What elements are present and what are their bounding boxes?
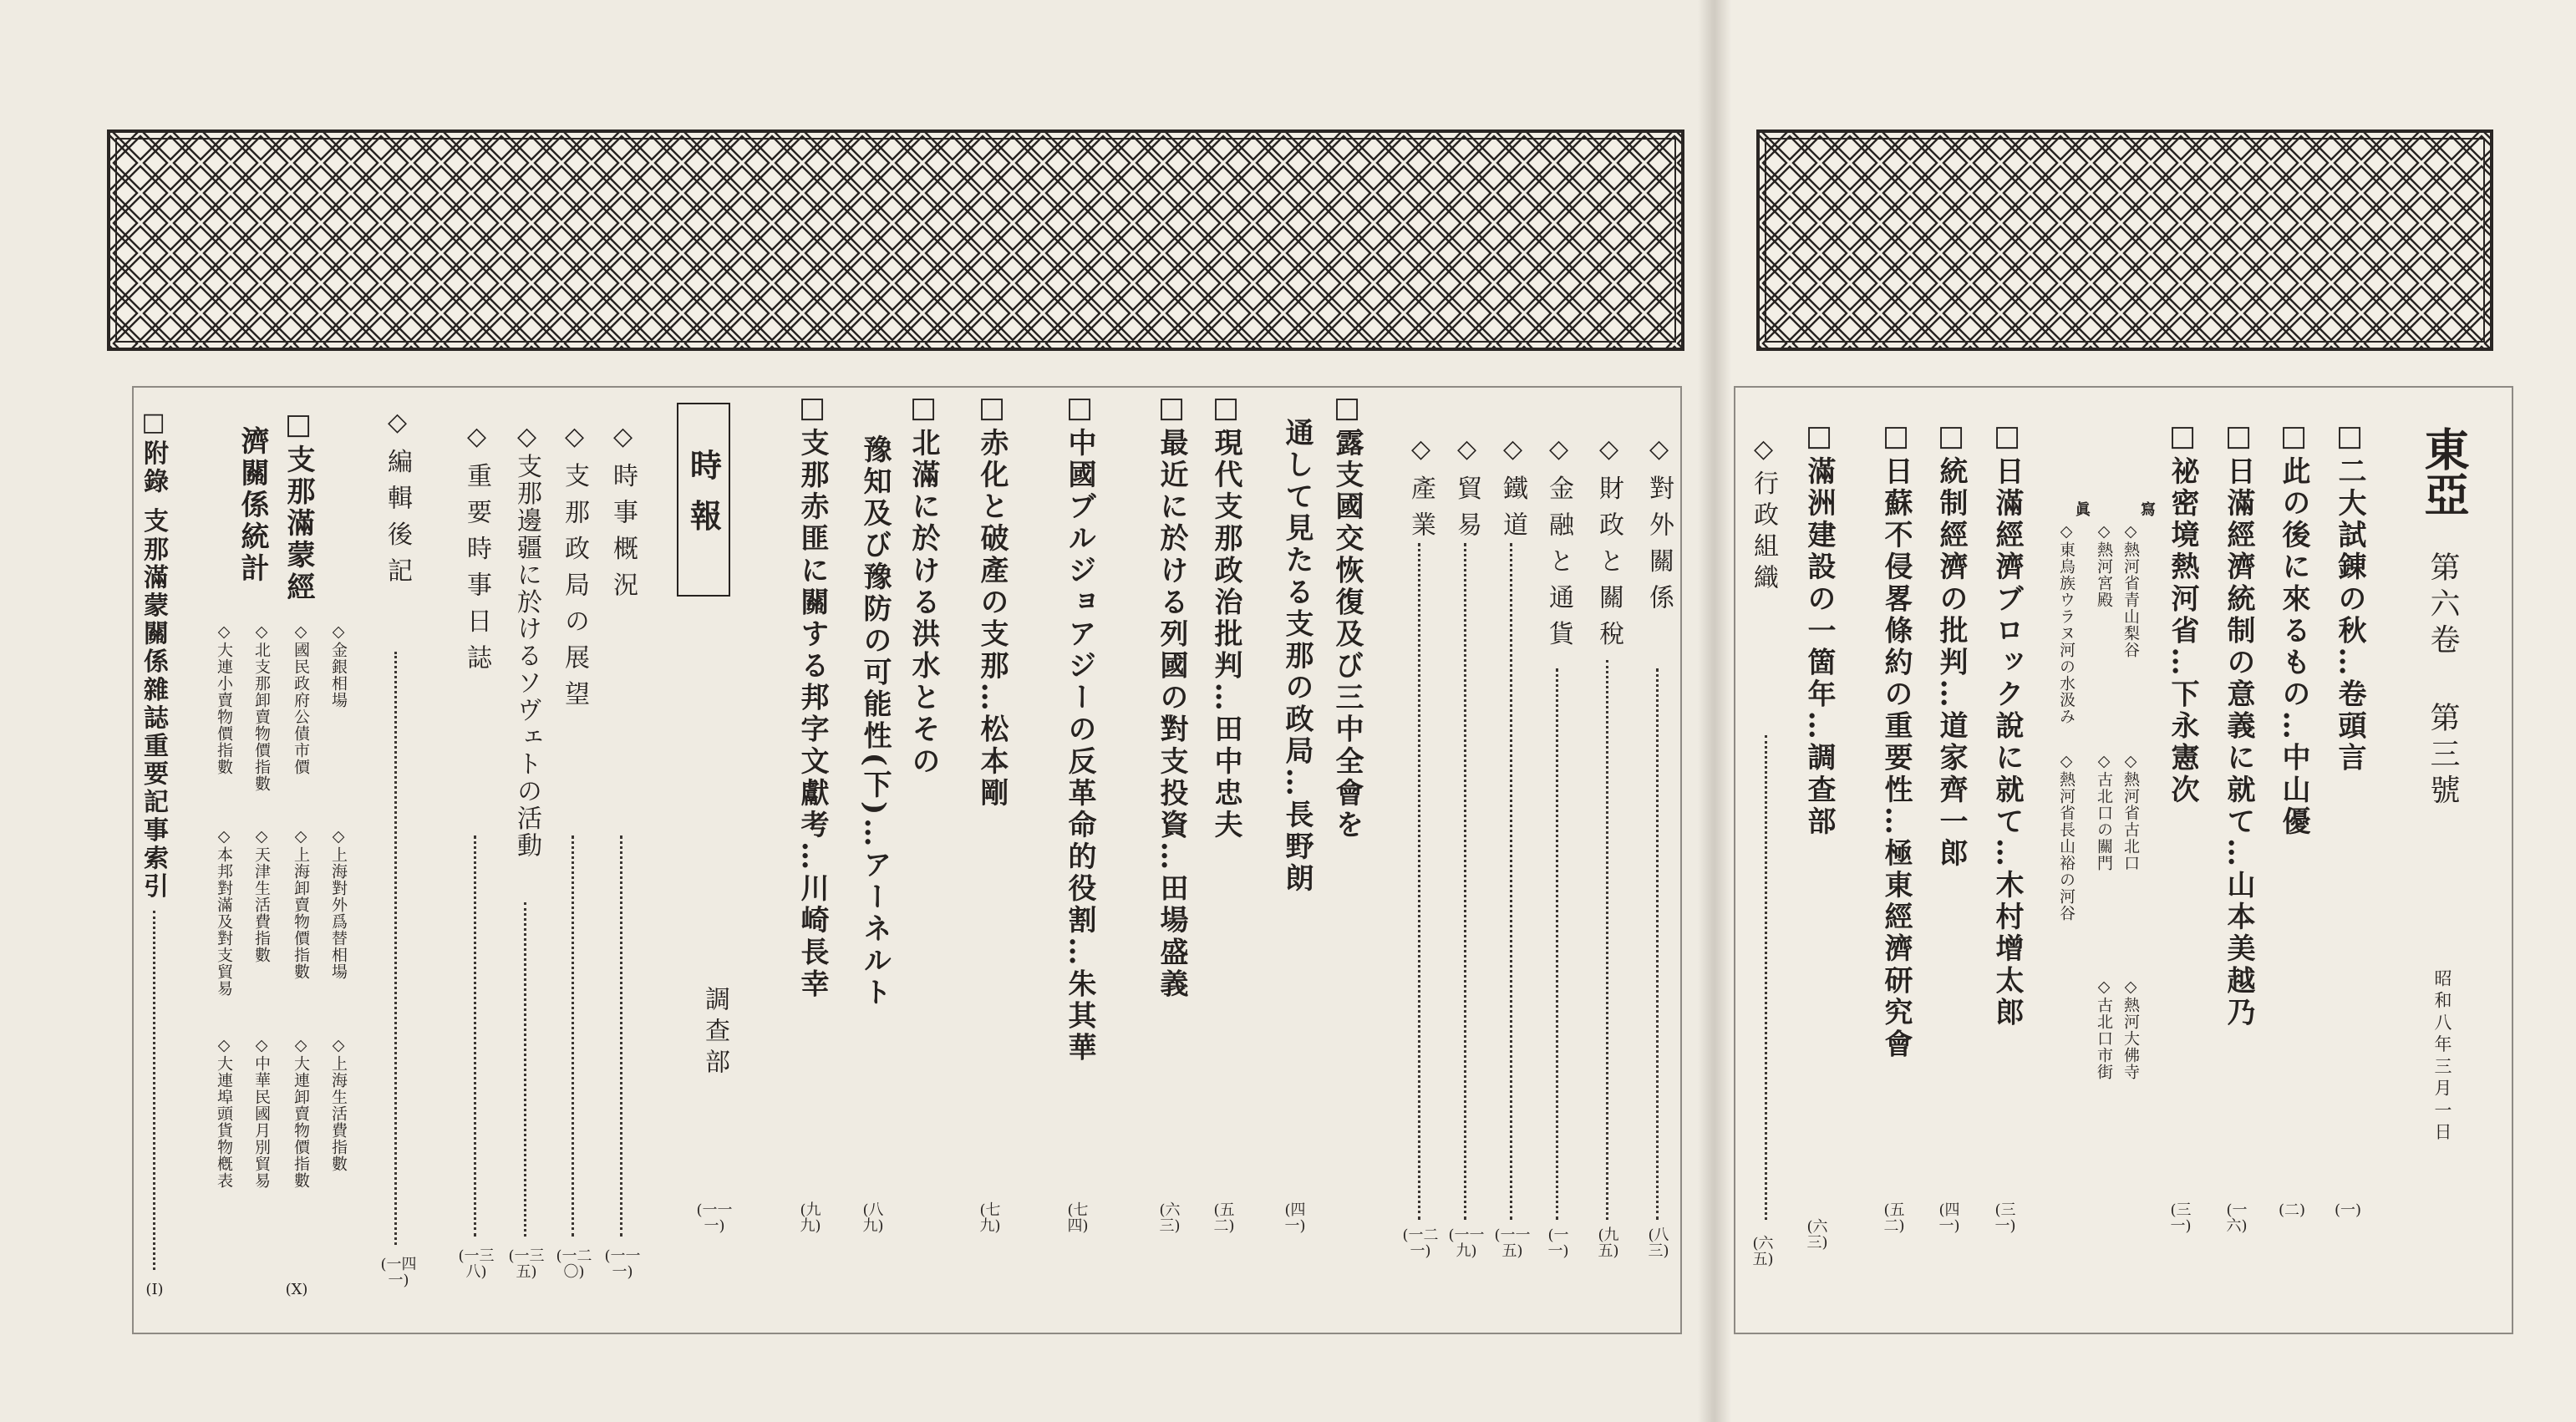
page-number: (九九) <box>800 1201 821 1235</box>
toc-entry[interactable]: □祕密境熱河省…下永憲次 <box>2166 419 2199 806</box>
ornamental-border-right <box>1756 130 2493 351</box>
toc-entry[interactable]: □北滿に於ける洪水とその <box>907 391 940 778</box>
page-number: (三一) <box>1994 1201 2016 1235</box>
toc-entry[interactable]: □支那滿蒙經 <box>282 408 315 604</box>
toc-entry[interactable]: □滿洲建設の一箇年…調查部 <box>1802 419 1836 839</box>
photo-caption: ◇熱河省青山梨谷 <box>2121 522 2140 658</box>
dotted-leader <box>394 652 397 1245</box>
photo-caption: ◇熱河大佛寺 <box>2121 978 2140 1080</box>
page-number: (一一一) <box>696 1201 733 1235</box>
dotted-leader <box>1464 543 1466 1220</box>
ornamental-border-left <box>107 130 1684 351</box>
toc-sub-entry[interactable]: ◇編輯後記 <box>383 408 412 594</box>
dotted-leader <box>1606 660 1608 1220</box>
stats-item: ◇天津生活費指數 <box>252 827 271 963</box>
toc-entry[interactable]: □附錄 支那滿蒙關係雜誌重要記事索引 <box>139 408 168 901</box>
page-number: (六三) <box>1159 1201 1181 1235</box>
page-number: (七四) <box>1067 1201 1089 1235</box>
page-number: (四一) <box>1938 1201 1960 1235</box>
toc-sub-entry[interactable]: ◇金融と通貨 <box>1544 434 1573 657</box>
toc-entry[interactable]: □日蘇不侵畧條約の重要性…極東經濟研究會 <box>1879 419 1913 1061</box>
page-number: (一六) <box>2226 1201 2248 1235</box>
toc-entry-continuation: 濟關係統計 <box>236 426 269 586</box>
page-number: (四一) <box>1284 1201 1306 1235</box>
toc-entry[interactable]: □露支國交恢復及び三中全會を <box>1330 391 1364 842</box>
stats-item: ◇上海卸賣物價指數 <box>292 827 310 980</box>
toc-sub-entry[interactable]: ◇行政組織 <box>1749 434 1778 596</box>
page-number: (一二一) <box>1402 1226 1439 1260</box>
page-number: (一二〇) <box>556 1247 592 1281</box>
toc-sub-entry[interactable]: ◇財政と關稅 <box>1594 434 1623 657</box>
page-number: (二) <box>2278 1201 2306 1219</box>
stats-item: ◇上海對外爲替相場 <box>329 827 348 980</box>
photo-section-label: 寫 <box>2138 501 2156 516</box>
book-gutter <box>1698 0 1731 1422</box>
dotted-leader <box>620 835 622 1237</box>
toc-entry-continuation: 豫知及び豫防の可能性(下)…アーネルト <box>858 434 892 1009</box>
toc-sub-entry[interactable]: ◇時事概況 <box>608 422 638 608</box>
stats-item: ◇上海生活費指數 <box>329 1036 348 1172</box>
photo-caption: ◇古北口の關門 <box>2095 752 2113 871</box>
page-number: (一四一) <box>380 1256 417 1289</box>
toc-sub-entry[interactable]: ◇對外關係 <box>1644 434 1674 621</box>
issue-number: 第三號 <box>2426 702 2460 810</box>
toc-sub-entry[interactable]: ◇貿易 <box>1452 434 1481 548</box>
dotted-leader <box>524 902 526 1237</box>
page-number: (X) <box>285 1281 308 1298</box>
dotted-leader <box>153 911 155 1270</box>
toc-entry[interactable]: □二大試錬の秋…卷頭言 <box>2333 419 2366 774</box>
toc-entry[interactable]: □統制經濟の批判…道家齊一郎 <box>1934 419 1968 871</box>
toc-entry[interactable]: □日滿經濟統制の意義に就て…山本美越乃 <box>2222 419 2255 1029</box>
photo-section-label: 眞 <box>2073 501 2091 516</box>
page-number: (七九) <box>979 1201 1001 1235</box>
stats-item: ◇大連小賣物價指數 <box>215 622 233 775</box>
toc-entry[interactable]: □此の後に來るもの…中山優 <box>2277 419 2310 839</box>
volume-number: 第六卷 <box>2426 551 2460 660</box>
section-label-jiho: 時報 <box>677 403 730 597</box>
dotted-leader <box>1418 543 1420 1220</box>
page-number: (一一一) <box>604 1247 641 1281</box>
page-number: (一) <box>2334 1201 2362 1219</box>
photo-caption: ◇熱河宮殿 <box>2095 522 2113 608</box>
dotted-leader <box>1656 668 1659 1220</box>
stats-item: ◇大連埠頭貨物槪表 <box>215 1036 233 1189</box>
toc-entry[interactable]: □現代支那政治批判…田中忠夫 <box>1209 391 1242 842</box>
page-number: (三一) <box>2170 1201 2192 1235</box>
page-number: (一三五) <box>508 1247 545 1281</box>
stats-item: ◇本邦對滿及對支貿易 <box>215 827 233 997</box>
toc-sub-entry[interactable]: ◇支那邊疆に於けるソヴェトの活動 <box>512 422 541 860</box>
page-number: (一三八) <box>458 1247 495 1281</box>
page-number: (六三) <box>1806 1218 1828 1252</box>
photo-caption: ◇古北口市街 <box>2095 978 2113 1080</box>
photo-caption: ◇東烏族ウラヌ河の水汲み <box>2057 522 2076 725</box>
stats-item: ◇中華民國月別貿易 <box>252 1036 271 1189</box>
toc-sub-entry[interactable]: ◇鐵道 <box>1498 434 1527 548</box>
publication-date: 昭和八年三月一日 <box>2432 969 2452 1145</box>
toc-entry[interactable]: □最近に於ける列國の對支投資…田場盛義 <box>1155 391 1188 1001</box>
toc-entry[interactable]: □赤化と破產の支那…松本剛 <box>975 391 1009 810</box>
section-author: 調查部 <box>700 986 729 1080</box>
stats-item: ◇大連卸賣物價指數 <box>292 1036 310 1189</box>
toc-sub-entry[interactable]: ◇產業 <box>1406 434 1435 548</box>
toc-entry[interactable]: □支那赤匪に關する邦字文獻考…川崎長幸 <box>795 391 829 1001</box>
page-number: (八三) <box>1648 1226 1669 1260</box>
stats-item: ◇國民政府公債市價 <box>292 622 310 775</box>
magazine-title: 東亞 <box>2417 426 2471 516</box>
toc-entry-continuation: 通して見たる支那の政局…長野朗 <box>1280 418 1313 896</box>
dotted-leader <box>1556 668 1558 1220</box>
photo-caption: ◇熱河省古北口 <box>2121 752 2140 871</box>
photo-caption: ◇熱河省長山裕の河谷 <box>2057 752 2076 922</box>
toc-sub-entry[interactable]: ◇重要時事日誌 <box>462 422 491 681</box>
stats-item: ◇金銀相場 <box>329 622 348 708</box>
page-number: (五二) <box>1883 1201 1905 1235</box>
page-number: (五二) <box>1213 1201 1235 1235</box>
page-number: (九五) <box>1598 1226 1619 1260</box>
page-number: (一一五) <box>1494 1226 1531 1260</box>
stats-item: ◇北支那卸賣物價指數 <box>252 622 271 792</box>
page-number: (一一) <box>1547 1226 1569 1260</box>
dotted-leader <box>1510 543 1512 1220</box>
page-number: (一一九) <box>1448 1226 1485 1260</box>
page-number: (六五) <box>1752 1235 1774 1268</box>
dotted-leader <box>572 835 574 1237</box>
page-number: (八九) <box>862 1201 884 1235</box>
toc-entry[interactable]: □日滿經濟ブロック說に就て…木村增太郎 <box>1990 419 2024 1029</box>
toc-sub-entry[interactable]: ◇支那政局の展望 <box>560 422 589 717</box>
page-number: (I) <box>145 1281 164 1298</box>
dotted-leader <box>474 835 476 1237</box>
dotted-leader <box>1765 735 1767 1220</box>
toc-entry[interactable]: □中國ブルジョアジーの反革命的役割…朱其華 <box>1063 391 1096 1064</box>
